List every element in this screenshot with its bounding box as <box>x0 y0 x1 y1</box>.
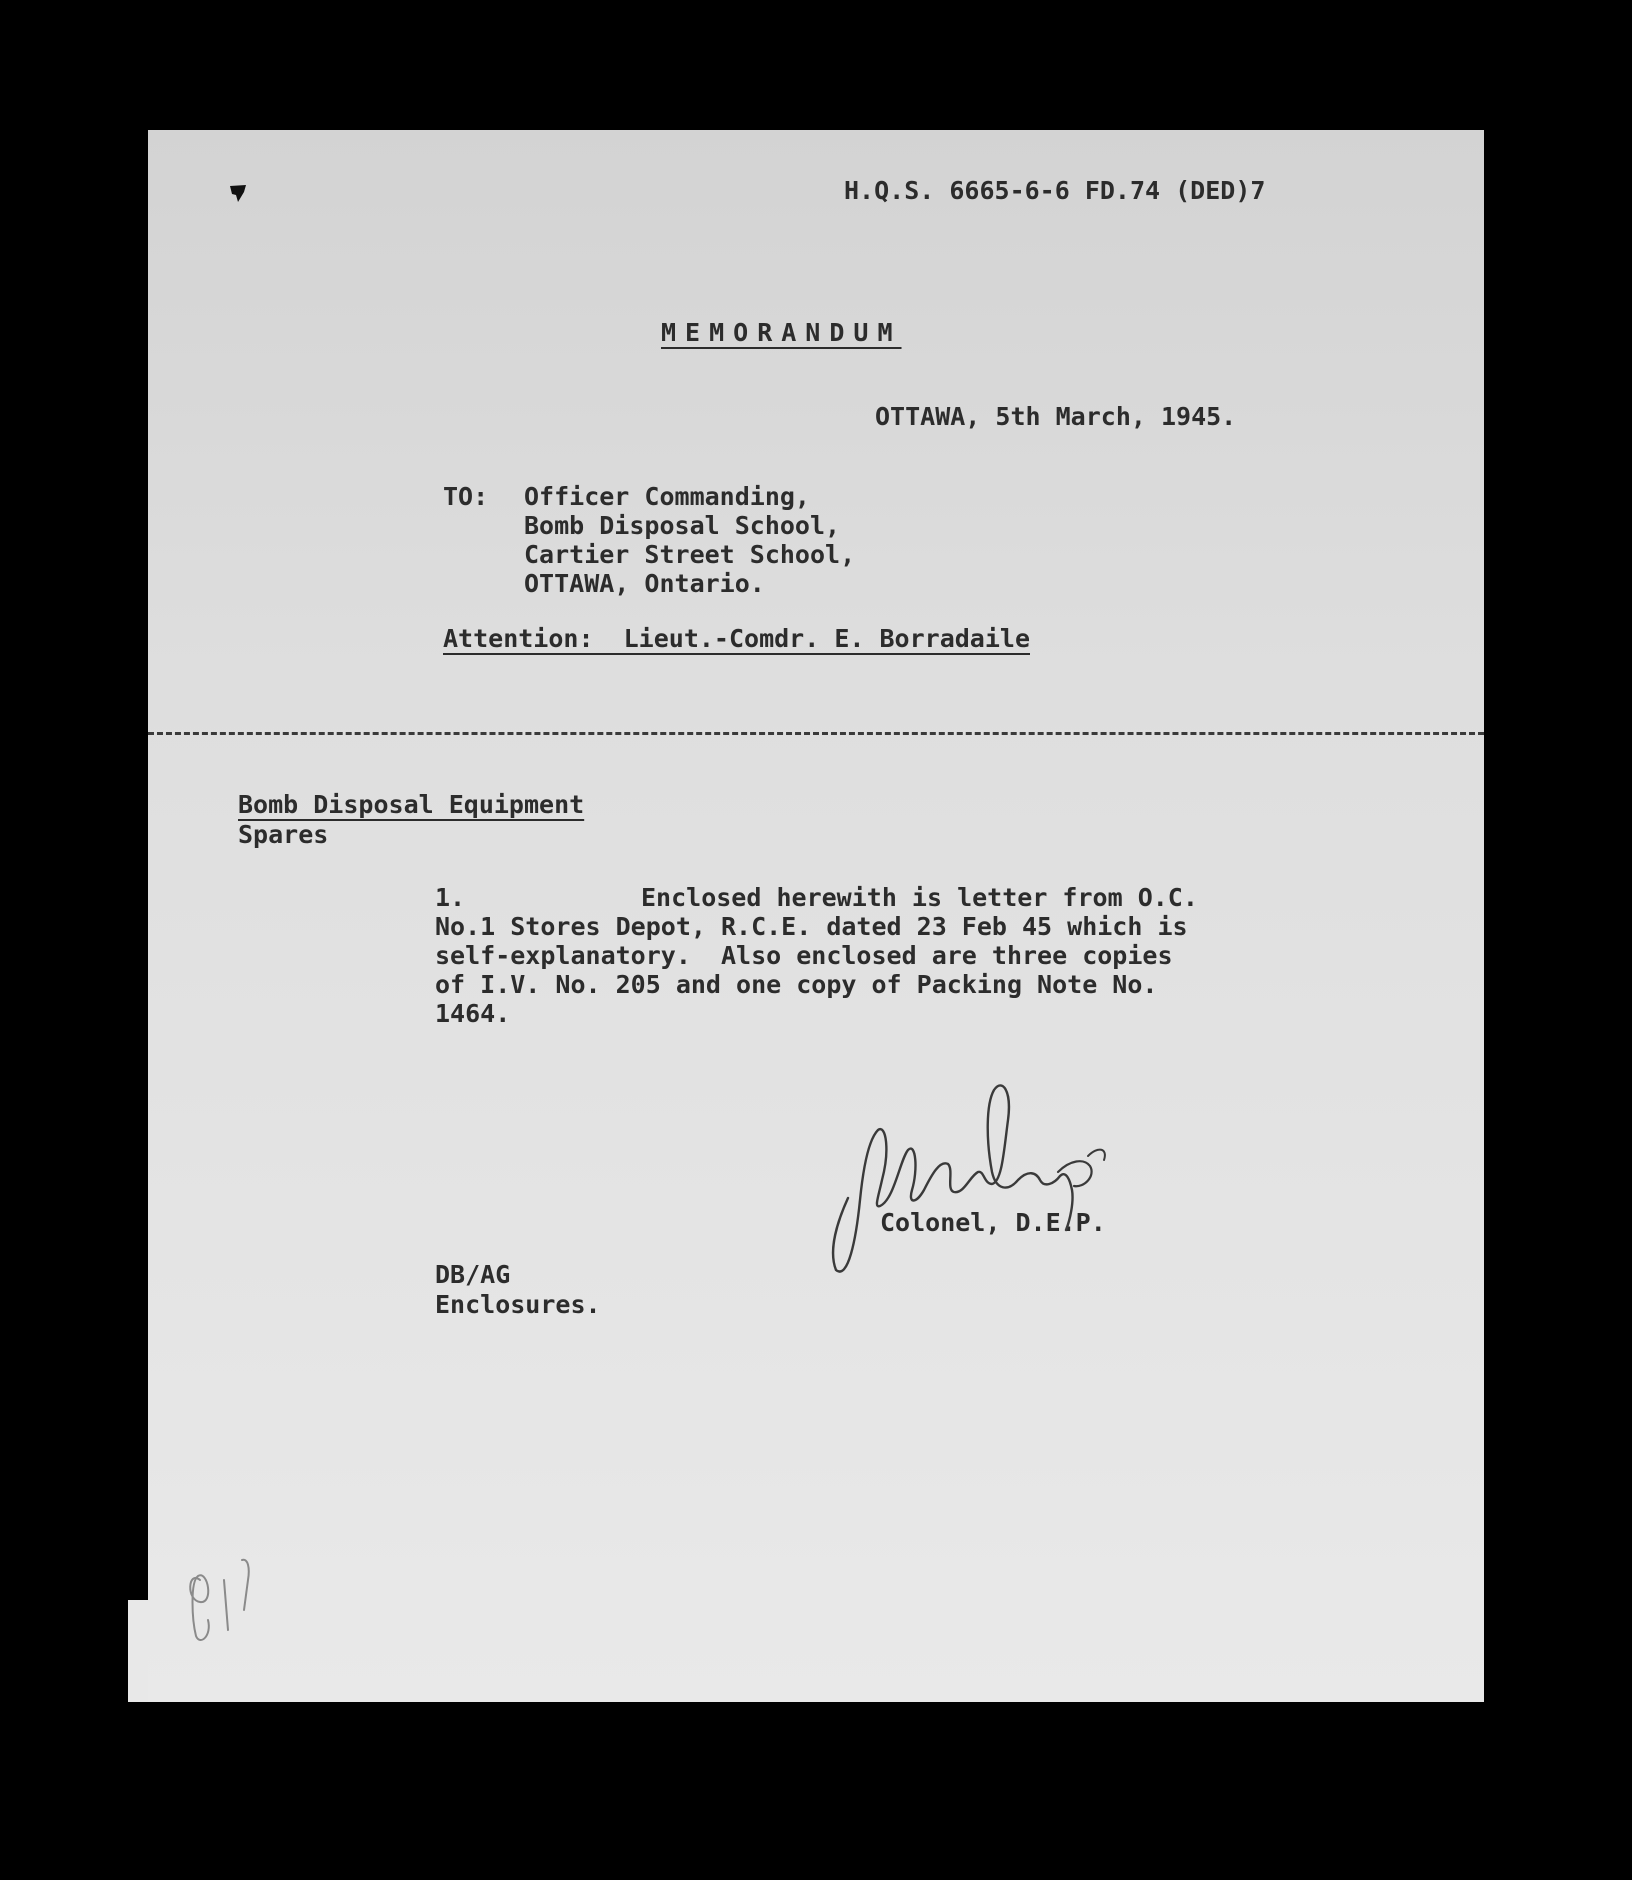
paragraph-line: Enclosed herewith is letter from O.C. <box>641 883 1198 912</box>
dateline: OTTAWA, 5th March, 1945. <box>875 402 1237 431</box>
handwritten-signature-icon <box>808 1080 1128 1280</box>
paragraph-line: 1464. <box>435 999 511 1028</box>
addressee-line: Officer Commanding, <box>524 482 810 511</box>
addressee-line: Bomb Disposal School, <box>524 511 841 540</box>
memo-page <box>148 130 1484 1702</box>
paragraph-line: self-explanatory. Also enclosed are three copies <box>435 941 1173 970</box>
addressee-line: Cartier Street School, <box>524 540 856 569</box>
enclosures-note: Enclosures. <box>435 1290 601 1319</box>
paragraph-number: 1. <box>435 883 466 912</box>
margin-annotation-icon <box>178 1540 268 1650</box>
memo-title: MEMORANDUM <box>661 318 902 347</box>
to-label: TO: <box>443 482 489 511</box>
reference-initials: DB/AG <box>435 1260 511 1289</box>
section-divider <box>148 732 1484 735</box>
subject-line: Spares <box>238 820 329 849</box>
corner-mark-icon <box>228 182 250 204</box>
subject-line: Bomb Disposal Equipment <box>238 790 585 819</box>
attention-line: Attention: Lieut.-Comdr. E. Borradaile <box>443 624 1030 653</box>
signature-block: Colonel, D.E.P. <box>880 1208 1106 1237</box>
paragraph-line: No.1 Stores Depot, R.C.E. dated 23 Feb 45 which is <box>435 912 1188 941</box>
paragraph-line: of I.V. No. 205 and one copy of Packing Note No. <box>435 970 1158 999</box>
addressee-line: OTTAWA, Ontario. <box>524 569 765 598</box>
reference-number: H.Q.S. 6665-6-6 FD.74 (DED)7 <box>844 176 1266 205</box>
